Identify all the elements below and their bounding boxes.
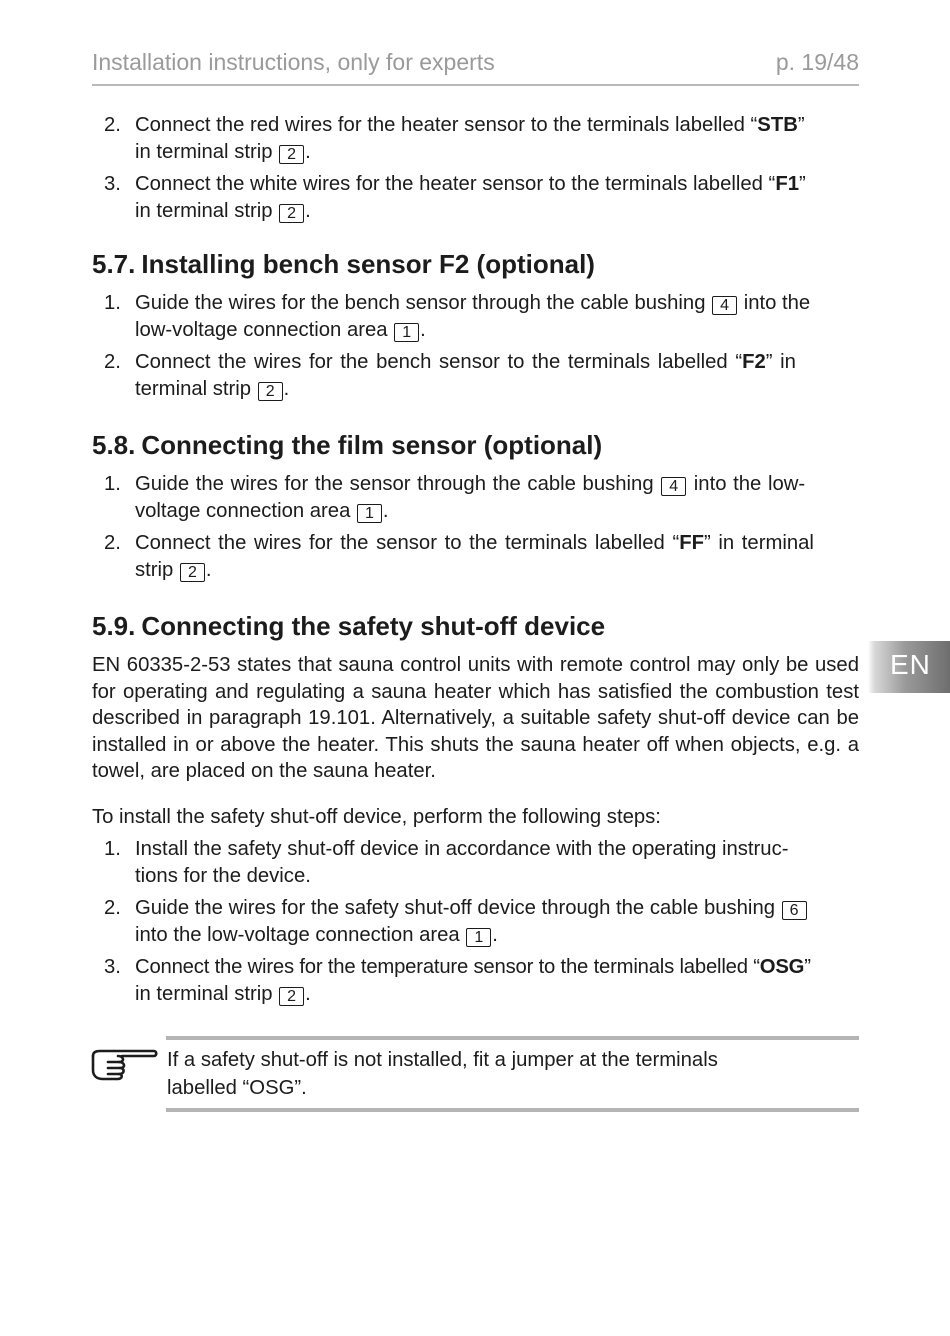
section-heading [92,249,859,280]
step-text: ” in [765,351,796,373]
terminal-label: FF [679,532,704,554]
step-text: ” in terminal [703,532,814,554]
note-line: labelled “OSG”. [167,1077,307,1099]
terminal-label: F2 [742,351,766,373]
note-line: If a safety shut-off is not installed, fit a jumper at the terminals [167,1049,718,1071]
section-heading [92,611,859,642]
step-number: 3. [104,173,121,195]
page-header [92,48,859,86]
step-list [92,836,859,1007]
item-number-box: 2 [279,145,304,164]
page-number: p. 19/48 [775,49,859,75]
item-number-box: 2 [258,382,283,401]
step-text: into the low-voltage connection area [135,923,460,946]
terminal-label: OSG [759,956,805,978]
step-3-connect [92,954,859,1007]
step-text: ” [804,956,811,978]
steps-intro: To install the safety shut-off device, perform the following steps: [92,805,661,828]
terminal-label: STB [757,114,798,136]
section-5-8 [92,430,859,589]
section-5-9 [92,611,859,1013]
step-text: tions for the device. [135,864,311,887]
step-text: in terminal strip [135,982,273,1005]
step-text: . [283,377,290,400]
step-number: 2. [104,351,121,373]
item-number-box: 1 [357,504,382,523]
section-paragraph: EN 60335-2-53 states that sauna control units with remote control may only be used for operating and regulating a sauna heater which has satisfied the combustion test described in paragraph 19.101. Alternatively, a suitable safety shut-off device can be installed in or above the heater. This shuts the sauna heater off when objects, e.g. a towel, are placed on the sauna heater. [92,654,859,782]
step-text: Connect the red wires for the heater sensor to the terminals labelled “ [135,114,758,136]
step-number: 2. [104,897,121,919]
step-text: Guide the wires for the bench sensor through the cable bushing [135,292,706,314]
step-text: strip [135,558,174,581]
step-text: . [205,558,212,581]
step-text: Connect the wires for the temperature sensor to the terminals labelled “ [135,956,760,978]
step-text: . [305,140,311,163]
note-text [167,1046,807,1102]
step-text: Guide the wires for the safety shut-off device through the cable bushing [135,897,775,919]
step-1-bench [92,290,859,343]
step-2-guide [92,895,859,948]
item-number-box: 2 [180,563,205,582]
step-number: 1. [104,473,121,495]
item-number-box: 4 [712,296,737,315]
step-2-film [92,530,859,583]
section-title: Connecting the film sensor (optional) [141,430,603,460]
section-5-7 [92,249,859,408]
step-text: in terminal strip [135,199,273,222]
step-number: 2. [104,532,121,554]
continued-steps [92,112,859,230]
header-title: Installation instructions, only for experts [92,49,495,75]
step-text: . [305,199,311,222]
step-text: terminal strip [135,377,252,400]
step-list [92,290,859,402]
step-2-bench [92,349,859,402]
terminal-label: F1 [775,173,799,195]
step-number: 1. [104,292,121,314]
note-box [166,1036,859,1112]
item-number-box: 6 [782,901,807,920]
section-number: 5.8. [92,430,136,460]
section-heading [92,430,859,461]
section-title: Installing bench sensor F2 (optional) [141,249,595,279]
step-text: ” [797,114,805,136]
section-number: 5.9. [92,611,136,641]
step-text: Guide the wires for the sensor through the cable bushing [135,473,654,495]
step-text: Install the safety shut-off device in accordance with the operating instruc- [135,838,789,860]
step-text: voltage connection area [135,499,351,522]
pointing-hand-icon [90,1046,160,1084]
step-text: Connect the wires for the sensor to the terminals labelled “ [135,532,680,554]
step-text: in terminal strip [135,140,273,163]
item-number-box: 1 [394,323,419,342]
step-3-f1 [92,171,859,224]
item-number-box: 4 [661,477,686,496]
step-text: . [382,499,389,522]
language-tab-label: EN [890,649,931,680]
item-number-box: 2 [279,204,304,223]
step-list [92,471,859,583]
step-2-stb [92,112,859,165]
step-text: Connect the wires for the bench sensor to the terminals labelled “ [135,351,743,373]
step-text: ” [799,173,806,195]
step-number: 1. [104,838,121,860]
step-number: 2. [104,114,121,136]
section-title: Connecting the safety shut-off device [141,611,606,641]
step-text: . [305,982,311,1005]
item-number-box: 2 [279,987,304,1006]
item-number-box: 1 [466,928,491,947]
step-text: into the [743,292,811,314]
step-text: Connect the white wires for the heater sensor to the terminals labelled “ [135,173,776,195]
step-text: . [492,923,498,946]
step-text: . [420,318,426,341]
step-1-film [92,471,859,524]
step-number: 3. [104,956,121,978]
section-number: 5.7. [92,249,136,279]
step-list [92,112,859,224]
step-1-install [92,836,859,889]
step-text: low-voltage connection area [135,318,388,341]
step-text: into the low- [693,473,806,495]
language-tab [868,641,950,693]
